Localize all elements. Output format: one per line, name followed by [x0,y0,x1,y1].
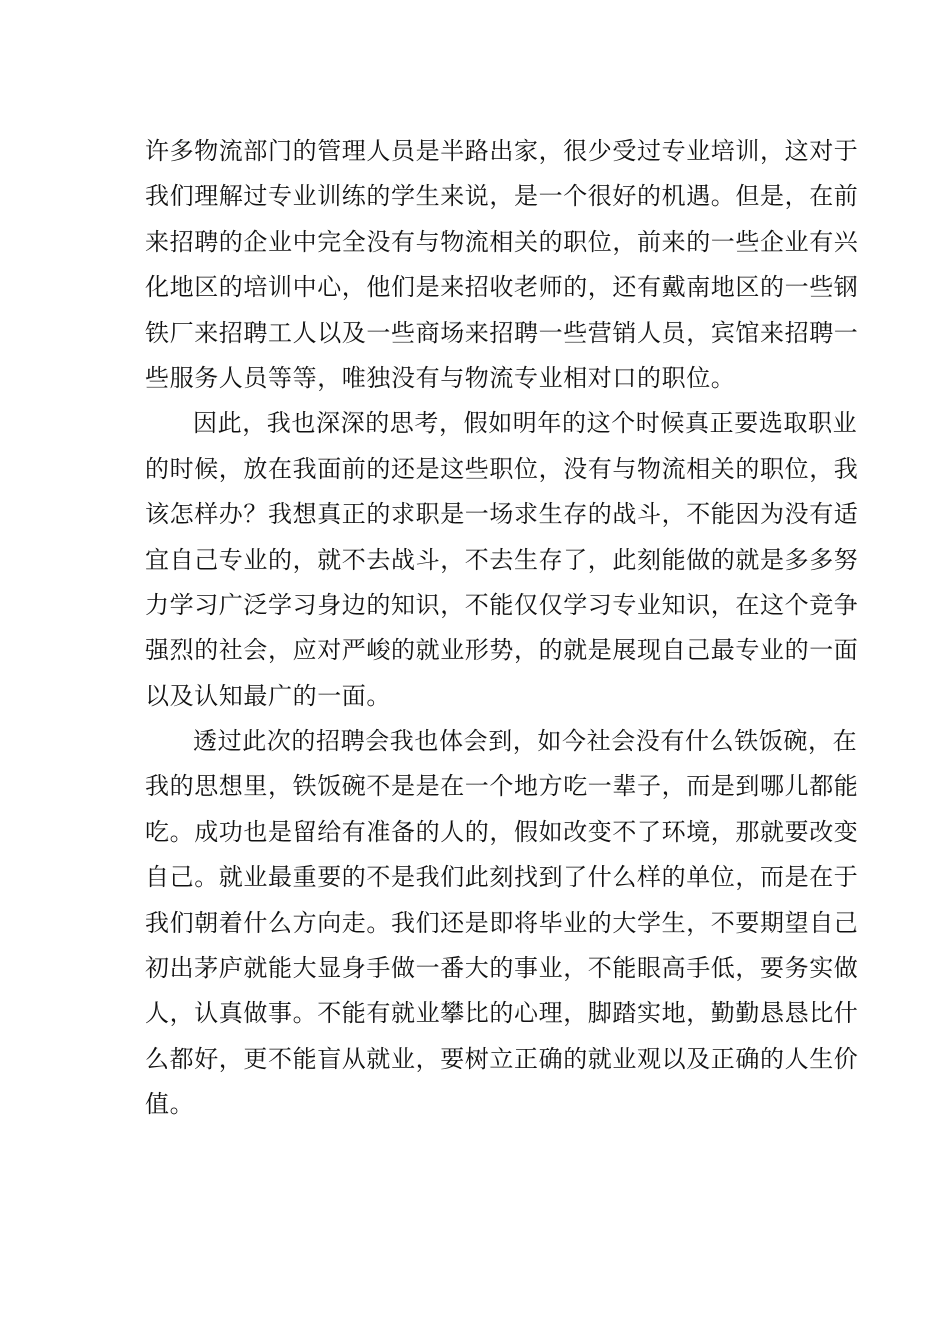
text-line: 我的思想里，铁饭碗不是是在一个地方吃一辈子，而是到哪儿都能 [145,772,859,801]
text-line: 么都好，更不能盲从就业，要树立正确的就业观以及正确的人生价 [145,1044,859,1073]
document-body [145,129,859,1128]
paragraph-2 [145,401,859,719]
text-line: 的时候，放在我面前的还是这些职位，没有与物流相关的职位，我 [145,454,859,483]
text-line: 吃。成功也是留给有准备的人的，假如改变不了环境，那就要改变 [145,817,859,846]
text-line: 以及认知最广的一面。 [145,681,391,710]
text-line: 力学习广泛学习身边的知识，不能仅仅学习专业知识，在这个竞争 [145,590,859,619]
text-line: 许多物流部门的管理人员是半路出家，很少受过专业培训，这对于 [145,137,859,165]
paragraph-1 [145,129,859,401]
text-line: 我们理解过专业训练的学生来说，是一个很好的机遇。但是，在前 [145,182,859,211]
text-line: 强烈的社会，应对严峻的就业形势，的就是展现自己最专业的一面 [145,636,859,665]
text-line: 来招聘的企业中完全没有与物流相关的职位，前来的一些企业有兴 [145,227,859,256]
text-line: 透过此次的招聘会我也体会到，如今社会没有什么铁饭碗，在 [193,727,858,756]
paragraph-3 [145,719,859,1128]
text-line: 我们朝着什么方向走。我们还是即将毕业的大学生，不要期望自己 [145,908,859,937]
text-line: 值。 [145,1090,195,1119]
text-line: 该怎样办？我想真正的求职是一场求生存的战斗，不能因为没有适 [145,500,859,529]
text-line: 自己。就业最重要的不是我们此刻找到了什么样的单位，而是在于 [145,863,859,892]
text-line: 化地区的培训中心，他们是来招收老师的，还有戴南地区的一些钢 [145,273,859,302]
text-line: 初出茅庐就能大显身手做一番大的事业，不能眼高手低，要务实做 [145,954,859,983]
text-line: 些服务人员等等，唯独没有与物流专业相对口的职位。 [145,363,736,392]
text-line: 宜自己专业的，就不去战斗，不去生存了，此刻能做的就是多多努 [145,545,859,574]
text-line: 人，认真做事。不能有就业攀比的心理，脚踏实地，勤勤恳恳比什 [145,999,859,1028]
text-line: 铁厂来招聘工人以及一些商场来招聘一些营销人员，宾馆来招聘一 [145,318,859,347]
text-line: 因此，我也深深的思考，假如明年的这个时候真正要选取职业 [193,409,858,438]
